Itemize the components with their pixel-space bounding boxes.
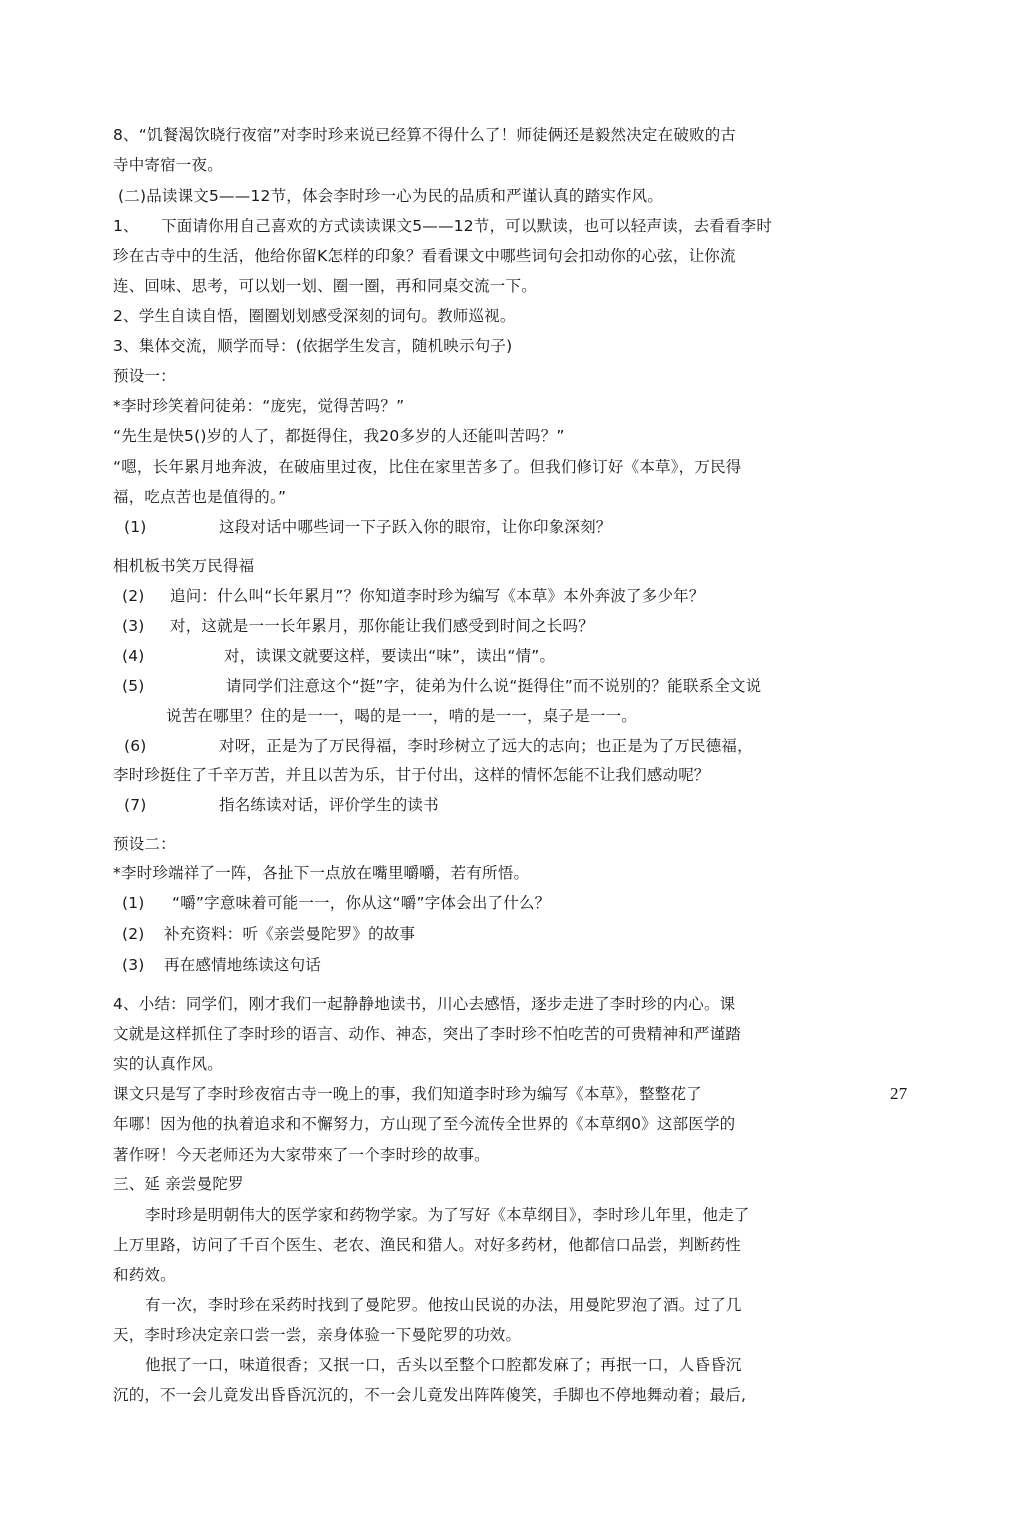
text-line xyxy=(124,794,439,816)
text-line: 预设二： xyxy=(113,835,176,853)
item-text: 对，这就是一一长年累月，那你能让我们感受到时间之长吗？ xyxy=(170,617,594,635)
item-number: (1) xyxy=(122,894,145,912)
text-line: 著作呀！今天老师还为大家带來了一个李时珍的故事。 xyxy=(113,1146,490,1164)
text-line xyxy=(124,735,753,757)
text-line: 8、“饥餐渴饮晓行夜宿”对李时珍来说已经算不得什么了！师徒俩还是毅然决定在破败的古 xyxy=(113,126,737,144)
text-line xyxy=(122,645,555,667)
item-text: 请同学们注意这个“挺”字，徒弟为什么说“挺得住”而不说别的？能联系全文说 xyxy=(226,677,762,695)
text-line: 年哪！因为他的执着追求和不懈努力，方山现了至今流传全世界的《本草纲0》这部医学的 xyxy=(113,1115,736,1133)
text-line: “先生是快5()岁的人了，都挺得住，我20多岁的人还能叫苦吗？” xyxy=(113,427,565,445)
section-heading: (二)品读课文5——12节，体会李时珍一心为民的品质和严谨认真的踏实作风。 xyxy=(118,187,664,205)
text-line xyxy=(122,585,705,607)
item-text: 补充资料：听《亲尝曼陀罗》的故事 xyxy=(164,925,416,943)
text-line: 李时珍是明朝伟大的医学家和药物学家。为了写好《本草纲目》，李时珍儿年里，他走了 xyxy=(145,1206,750,1224)
item-text: 对，读课文就要这样，要读出“味”，读出“情”。 xyxy=(224,647,556,665)
text-line: 课文只是写了李时珍夜宿古寺一晚上的事，我们知道李时珍为编写《本草》，整整花了 xyxy=(113,1085,702,1103)
item-text: 这段对话中哪些词一下子跃入你的眼帘，让你印象深刻？ xyxy=(219,518,612,536)
item-text: 指名练读对话，评价学生的读书 xyxy=(219,796,439,814)
item-number: (5) xyxy=(122,677,145,695)
item-number: (6) xyxy=(124,737,147,755)
text-line: *李时珍端祥了一阵，各扯下一点放在嘴里嚼嚼，若有所悟。 xyxy=(113,864,530,882)
text-line: 有一次，李时珍在采药时找到了曼陀罗。他按山民说的办法，用曼陀罗泡了酒。过了几 xyxy=(145,1296,742,1314)
text-line xyxy=(122,615,594,637)
item-number: (3) xyxy=(122,956,145,974)
text-line: 天，李时珍决定亲口尝一尝，亲身体验一下曼陀罗的功效。 xyxy=(113,1326,522,1344)
text-line: 上万里路，访问了千百个医生、老农、渔民和猎人。对好多药材，他都信口品尝，判断药性 xyxy=(113,1236,742,1254)
text-line: 4、小结：同学们，刚才我们一起静静地读书，川心去感悟，逐步走进了李时珍的内心。课 xyxy=(113,995,736,1013)
item-number: (4) xyxy=(122,647,145,665)
item-number: (7) xyxy=(124,796,147,814)
text-line: *李时珍笑着问徒弟：“庞宪，觉得苦吗？” xyxy=(113,397,405,415)
text-line: “嗯，长年累月地奔波，在破庙里过夜，比住在家里苦多了。但我们修订好《本草》，万民得 xyxy=(113,458,742,476)
text-line: 沉的，不一会儿竟发出昏昏沉沉的，不一会儿竟发出阵阵傻笑，手脚也不停地舞动着；最后, xyxy=(113,1386,747,1404)
item-number: (1) xyxy=(124,518,147,536)
text-line: 福，吃点苦也是值得的。” xyxy=(113,488,287,506)
item-number: 1、 xyxy=(113,217,139,235)
text-line xyxy=(122,675,761,697)
text-line: 李时珍挺住了千辛万苦，并且以苦为乐，甘于付出，这样的情怀怎能不让我们感动呢？ xyxy=(113,766,710,784)
text-line: 2、学生自读自悟，圈圈划划感受深刻的词句。教师巡视。 xyxy=(113,307,516,325)
text-line xyxy=(124,516,612,538)
text-line: 连、回味、思考，可以划一划、圈一圈，再和同桌交流一下。 xyxy=(113,277,537,295)
text-line: 珍在古寺中的生活，他给你留K怎样的印象？看看课文中哪些词句会扣动你的心弦，让你流 xyxy=(113,247,736,265)
text-line: 文就是这样抓住了李时珍的语言、动作、神态，突出了李时珍不怕吃苦的可贵精神和严谨踏 xyxy=(113,1025,742,1043)
text-line: 3、集体交流，顺学而导：(依据学生发言，随机映示句子) xyxy=(113,337,513,355)
text-line: 他抿了一口，味道很香；又抿一口，舌头以至整个口腔都发麻了；再抿一口，人昏昏沉 xyxy=(145,1356,742,1374)
text-line xyxy=(122,892,550,914)
item-text: “嚼”字意味着可能一一，你从这“嚼”字体会出了什么？ xyxy=(172,894,551,912)
text-line: 预设一： xyxy=(113,367,176,385)
item-number: (2) xyxy=(122,925,145,943)
text-line: 说苦在哪里？住的是一一，喝的是一一，啃的是一一，桌子是一一。 xyxy=(166,707,638,725)
item-text: 对呀，正是为了万民得福，李时珍树立了远大的志向；也正是为了万民德福， xyxy=(219,737,753,755)
text-line: 相机板书笑万民得福 xyxy=(113,557,255,575)
text-line xyxy=(113,215,772,237)
text-line: 实的认真作风。 xyxy=(113,1055,223,1073)
item-text: 下面请你用自己喜欢的方式读读课文5——12节，可以默读，也可以轻声读，去看看李时 xyxy=(161,217,773,235)
page-number: 27 xyxy=(890,1084,908,1103)
text-line xyxy=(122,923,415,945)
item-text: 追问：什么叫“长年累月”？你知道李时珍为编写《本草》本外奔波了多少年？ xyxy=(170,587,705,605)
text-line xyxy=(122,954,321,976)
section-heading: 三、延 亲尝曼陀罗 xyxy=(113,1175,244,1193)
item-number: (2) xyxy=(122,587,145,605)
item-text: 再在感情地练读这句话 xyxy=(164,956,322,974)
item-number: (3) xyxy=(122,617,145,635)
text-line: 和药效。 xyxy=(113,1266,176,1284)
text-line: 寺中寄宿一夜。 xyxy=(113,156,223,174)
